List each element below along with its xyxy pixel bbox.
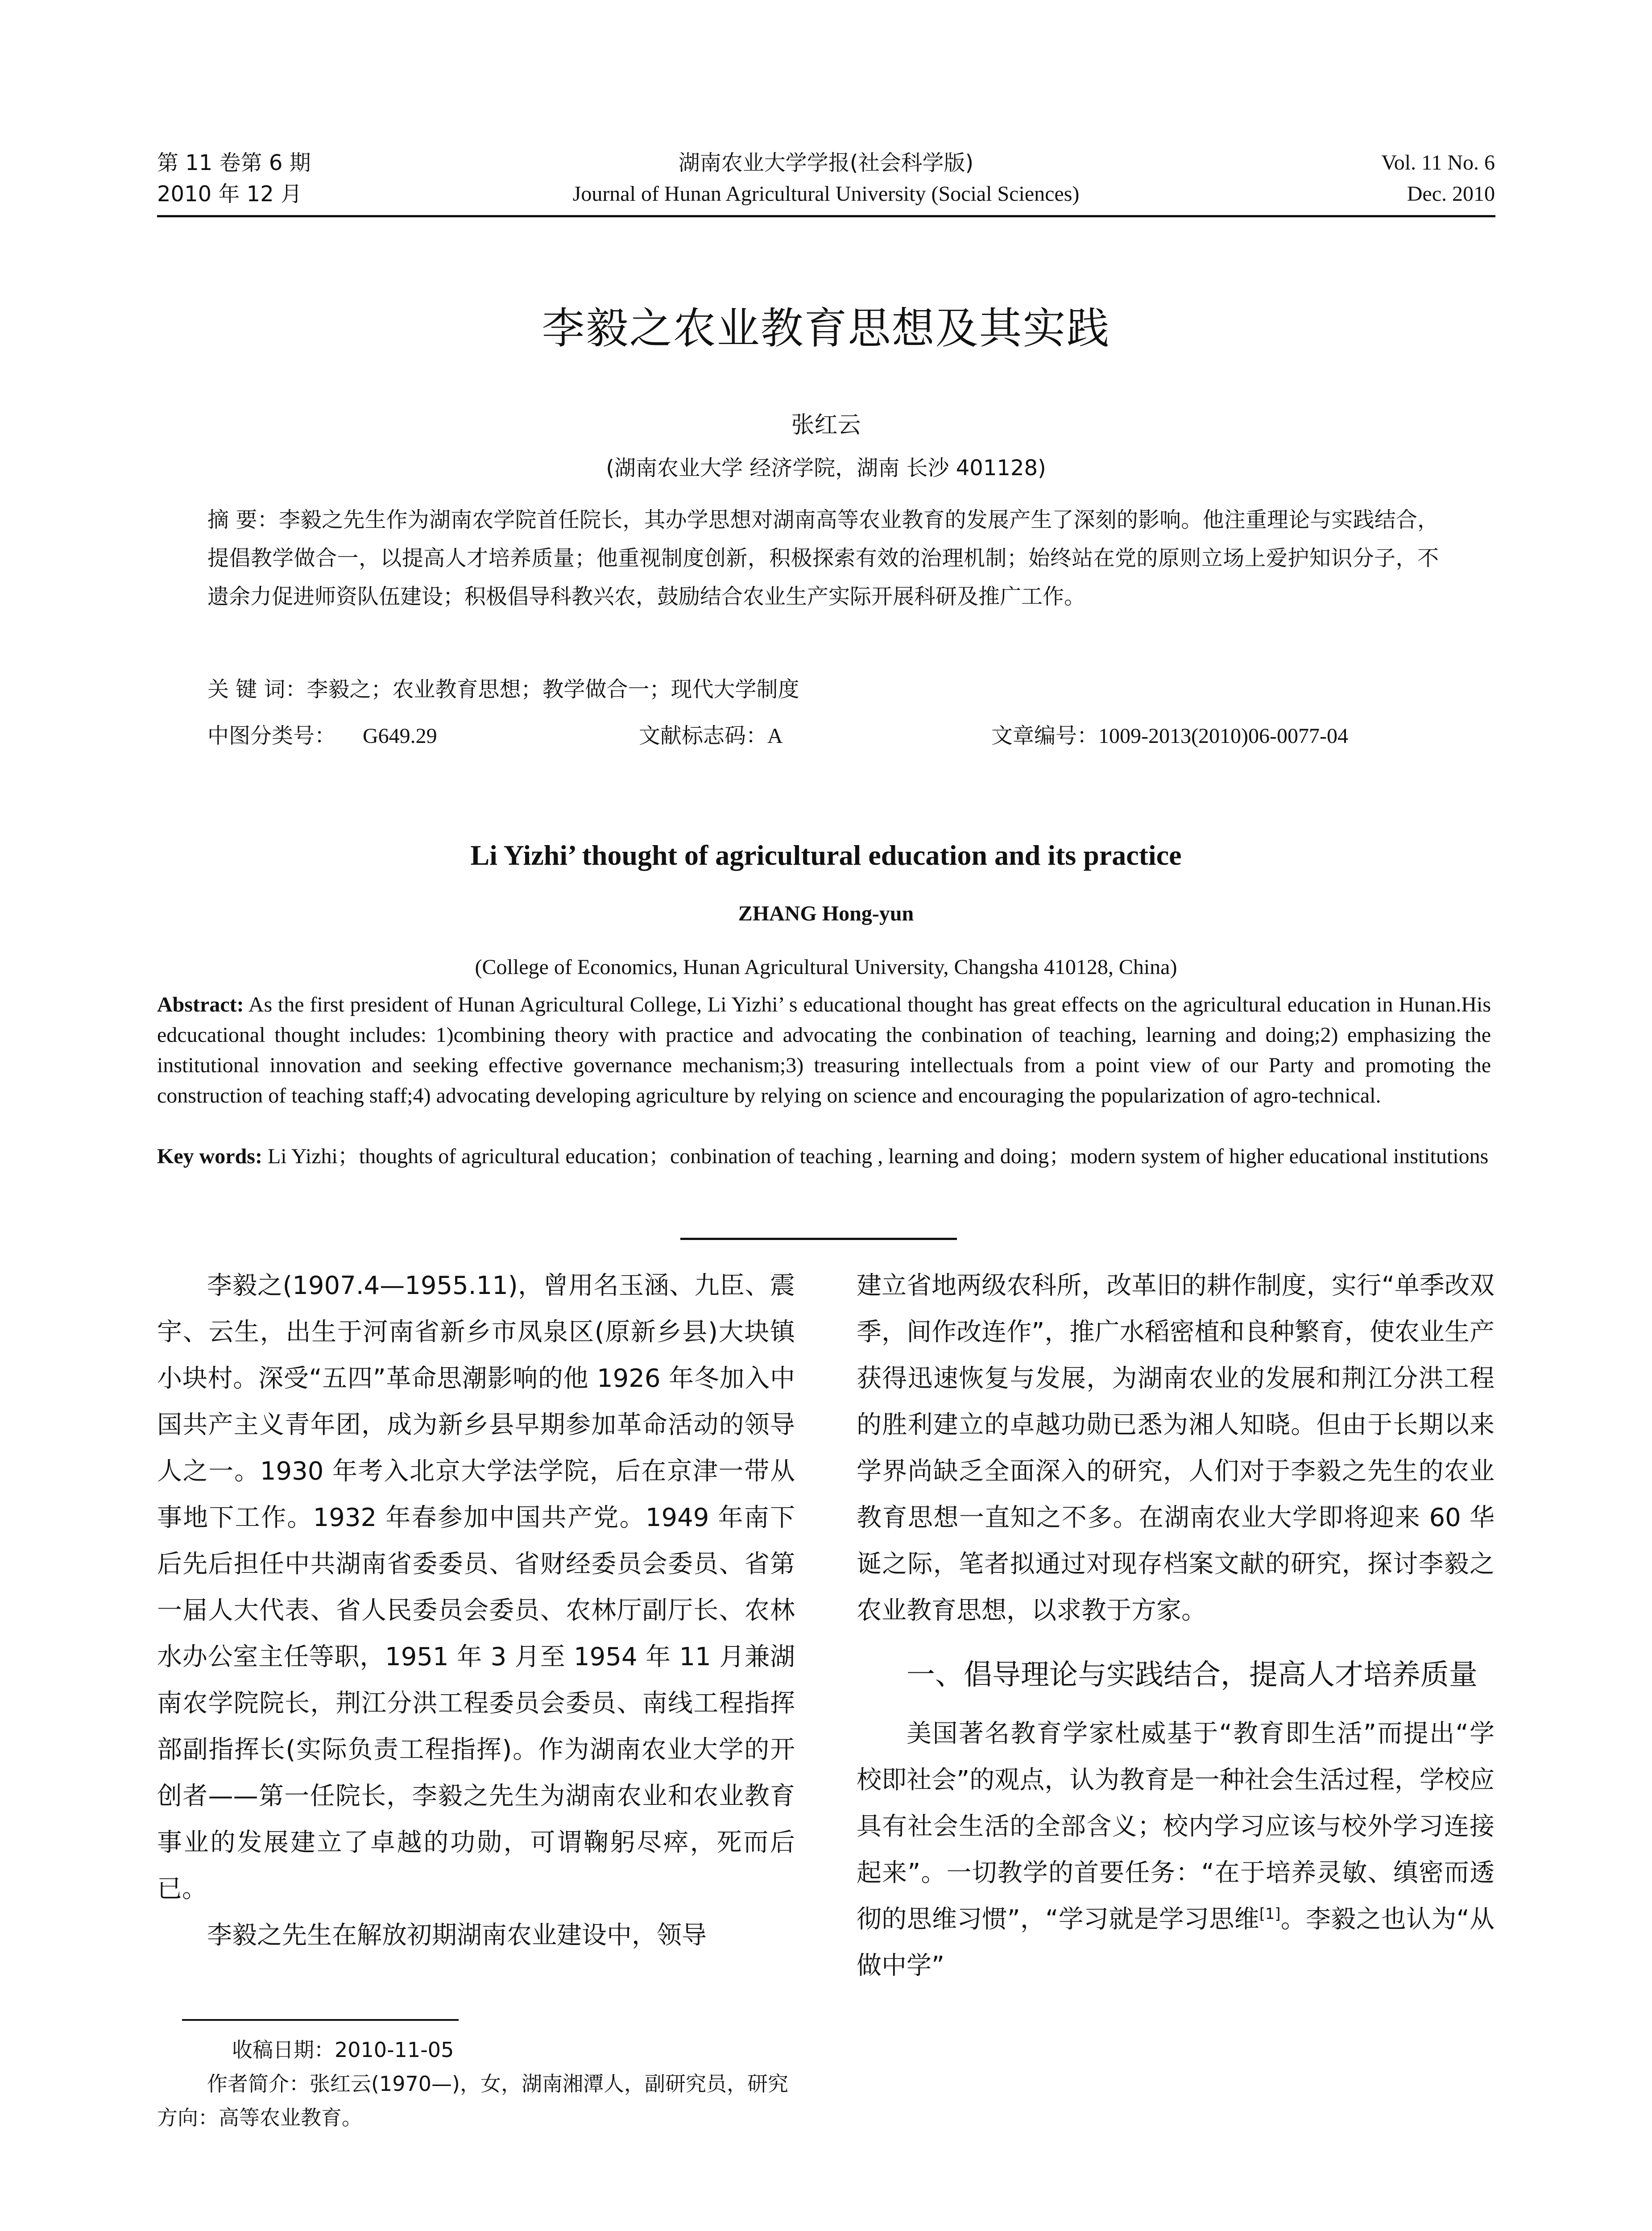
- keywords-text: 李毅之；农业教育思想；教学做合一；现代大学制度: [306, 677, 799, 702]
- abstract-cn: [207, 501, 1439, 616]
- citation-reference[interactable]: [1]: [1259, 1905, 1281, 1923]
- english-keywords-text: Li Yizhi；thoughts of agricultural education；conbination of teaching , learning and doing；modern system of higher educational institutions: [267, 1145, 1489, 1168]
- clc-number: [207, 718, 437, 749]
- volume-issue-cn: 第 11 卷第 6 期: [157, 150, 311, 175]
- english-title: Li Yizhi’ thought of agricultural education and its practice: [470, 839, 1182, 871]
- clc-value: G649.29: [363, 724, 437, 748]
- english-affiliation: (College of Economics, Hunan Agricultural University, Changsha 410128, China): [475, 955, 1177, 979]
- article-number-label: 文章编号：: [991, 723, 1099, 748]
- body-text: 美国著名教育学家杜威基于“教育即生活”而提出“学校即社会”的观点，认为教育是一种社会生活过程，学校应具有社会生活的全部含义；校内学习应该与校外学习连接起来”。一切教学的首要任务：“在于培养灵敏、缜密而透彻的思维习惯”，“学习就是学习思维: [857, 1719, 1495, 1934]
- journal-name-en: Journal of Hunan Agricultural University (Social Sciences): [572, 182, 1080, 206]
- header-rule: [157, 215, 1495, 217]
- article-number: [991, 718, 1348, 749]
- abstract-label: 摘 要：: [207, 507, 279, 532]
- english-keywords: [157, 1141, 1491, 1172]
- article-title: 李毅之农业教育思想及其实践: [542, 303, 1110, 353]
- section-divider: [680, 1238, 957, 1240]
- english-keywords-label: Key words:: [157, 1145, 262, 1168]
- article-number-value: 1009-2013(2010)06-0077-04: [1098, 724, 1348, 748]
- document-code-value: A: [767, 724, 783, 748]
- body-paragraph: 李毅之先生在解放初期湖南农业建设中，领导: [207, 1921, 707, 1950]
- volume-issue-en: Vol. 11 No. 6: [1381, 151, 1495, 174]
- abstract-text: 李毅之先生作为湖南农学院首任院长，其办学思想对湖南高等农业教育的发展产生了深刻的影响。他注重理论与实践结合，提倡教学做合一，以提高人才培养质量；他重视制度创新，积极探索有效的治理机制；始终站在党的原则立场上爱护知识分子，不遗余力促进师资队伍建设；积极倡导科教兴农，鼓励结合农业生产实际开展科研及推广工作。: [207, 507, 1439, 609]
- footnote: [157, 2033, 798, 2135]
- section-heading: 一、倡导理论与实践结合，提高人才培养质量: [907, 1659, 1478, 1692]
- english-author: ZHANG Hong-yun: [738, 902, 914, 925]
- author-name: 张红云: [791, 412, 861, 439]
- body-paragraph: 李毅之(1907.4—1955.11)，曾用名玉涵、九臣、震宇、云生，出生于河南省新乡市凤泉区(原新乡县)大块镇小块村。深受“五四”革命思潮影响的他 1926 年冬加入中国共产主义青年团，成为新乡县早期参加革命活动的领导人之一。1930 年考入北京大学法学院，后在京津一带从事地下工作。1932 年春参加中国共产党。1949 年南下后先后担任中共湖南省委委员、省财经委员会委员、省第一届人大代表、省人民委员会委员、农林厅副厅长、农林水办公室主任等职，1951 年 3 月至 1954 年 11 月兼湖南农学院院长，荆江分洪工程委员会委员、南线工程指挥部副指挥长(实际负责工程指挥)。作为湖南农业大学的开创者——第一任院长，李毅之先生为湖南农业和农业教育事业的发展建立了卓越的功勋，可谓鞠躬尽瘁，死而后已。: [157, 1271, 795, 1903]
- english-abstract: [157, 990, 1491, 1111]
- body-text: 。李毅之也认为“从做中学”: [857, 1905, 1495, 1980]
- keywords-label: 关 键 词：: [207, 677, 307, 702]
- body-paragraph: [857, 1711, 1495, 1989]
- footnote-rule: [182, 2019, 459, 2021]
- clc-label: 中图分类号：: [207, 723, 336, 748]
- author-bio: 作者简介：张红云(1970—)，女，湖南湘潭人，副研究员，研究方向：高等农业教育。: [157, 2072, 788, 2130]
- date-en: Dec. 2010: [1407, 182, 1495, 206]
- body-left-column: [157, 1263, 795, 1959]
- document-code: [639, 718, 783, 749]
- author-affiliation: (湖南农业大学 经济学院，湖南 长沙 401128): [606, 456, 1046, 481]
- english-abstract-text: As the first president of Hunan Agricultural College, Li Yizhi’ s educational thought has great effects on the agricultural education in Hunan.His edcucational thought includes: 1)combining theory with practice and advocating the conbination of teaching, learning and doing;2) emphasizing the institutional innovation and seeking effective governance mechanism;3) treasuring intellectuals from a point view of our Party and promoting the construction of teaching staff;4) advocating developing agriculture by relying on science and encouraging the popularization of agro-technical.: [157, 993, 1491, 1107]
- journal-name-cn: 湖南农业大学学报(社会科学版): [678, 150, 974, 175]
- body-right-column: [857, 1263, 1495, 1989]
- date-cn: 2010 年 12 月: [157, 182, 302, 207]
- body-paragraph: 建立省地两级农科所，改革旧的耕作制度，实行“单季改双季，间作改连作”，推广水稻密植和良种繁育，使农业生产获得迅速恢复与发展，为湖南农业的发展和荆江分洪工程的胜利建立的卓越功勋已悉为湘人知晓。但由于长期以来学界尚缺乏全面深入的研究，人们对于李毅之先生的农业教育思想一直知之不多。在湖南农业大学即将迎来 60 华诞之际，笔者拟通过对现存档案文献的研究，探讨李毅之农业教育思想，以求教于方家。: [857, 1271, 1495, 1625]
- keywords-cn: [207, 672, 799, 703]
- received-date: 收稿日期：2010-11-05: [232, 2038, 454, 2062]
- english-abstract-label: Abstract:: [157, 993, 244, 1016]
- document-code-label: 文献标志码：: [639, 723, 768, 748]
